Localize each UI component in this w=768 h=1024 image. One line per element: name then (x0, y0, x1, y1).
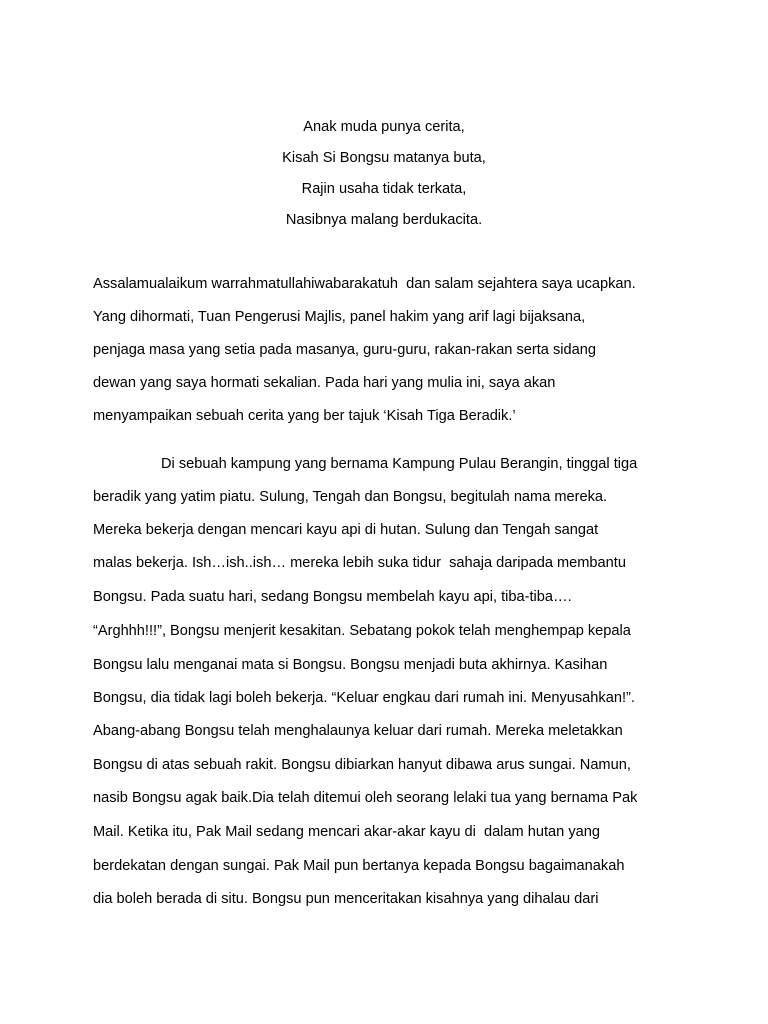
poem-line: Anak muda punya cerita, (303, 119, 465, 135)
paragraph-line: Mail. Ketika itu, Pak Mail sedang mencari akar-akar kayu di dalam hutan yang (93, 824, 600, 840)
paragraph-line: Bongsu, dia tidak lagi boleh bekerja. “Keluar engkau dari rumah ini. Menyusahkan!”. (93, 690, 635, 706)
paragraph-line: nasib Bongsu agak baik.Dia telah ditemui oleh seorang lelaki tua yang bernama Pak (93, 790, 638, 806)
poem-stanza (0, 116, 768, 240)
paragraph-line: berdekatan dengan sungai. Pak Mail pun bertanya kepada Bongsu bagaimanakah (93, 858, 625, 874)
paragraph-line: Abang-abang Bongsu telah menghalaunya keluar dari rumah. Mereka meletakkan (93, 723, 623, 739)
paragraph-line: penjaga masa yang setia pada masanya, guru-guru, rakan-rakan serta sidang (93, 342, 596, 358)
paragraph-line: “Arghhh!!!”, Bongsu menjerit kesakitan. Sebatang pokok telah menghempap kepala (93, 623, 631, 639)
poem-line: Rajin usaha tidak terkata, (301, 181, 467, 197)
paragraph-line: Bongsu di atas sebuah rakit. Bongsu dibiarkan hanyut dibawa arus sungai. Namun, (93, 757, 631, 773)
paragraph-line: dia boleh berada di situ. Bongsu pun menceritakan kisahnya yang dihalau dari (93, 891, 599, 907)
paragraph-line: beradik yang yatim piatu. Sulung, Tengah dan Bongsu, begitulah nama mereka. (93, 489, 608, 505)
paragraph-line: dewan yang saya hormati sekalian. Pada hari yang mulia ini, saya akan (93, 375, 556, 391)
paragraph-line: malas bekerja. Ish…ish..ish… mereka lebih suka tidur sahaja daripada membantu (93, 555, 626, 571)
paragraph-line: Yang dihormati, Tuan Pengerusi Majlis, panel hakim yang arif lagi bijaksana, (93, 309, 586, 325)
paragraph-line: menyampaikan sebuah cerita yang ber tajuk ‘Kisah Tiga Beradik.’ (93, 408, 516, 424)
paragraph-line: Bongsu. Pada suatu hari, sedang Bongsu membelah kayu api, tiba-tiba…. (93, 589, 572, 605)
poem-line: Nasibnya malang berdukacita. (285, 212, 483, 228)
paragraph-line: Mereka bekerja dengan mencari kayu api di hutan. Sulung dan Tengah sangat (93, 522, 599, 538)
poem-line: Kisah Si Bongsu matanya buta, (282, 150, 486, 166)
paragraph-line: Bongsu lalu menganai mata si Bongsu. Bongsu menjadi buta akhirnya. Kasihan (93, 657, 608, 673)
paragraph-line: Di sebuah kampung yang bernama Kampung Pulau Berangin, tinggal tiga (161, 456, 638, 472)
paragraph-line: Assalamualaikum warrahmatullahiwabarakatuh dan salam sejahtera saya ucapkan. (93, 276, 636, 292)
